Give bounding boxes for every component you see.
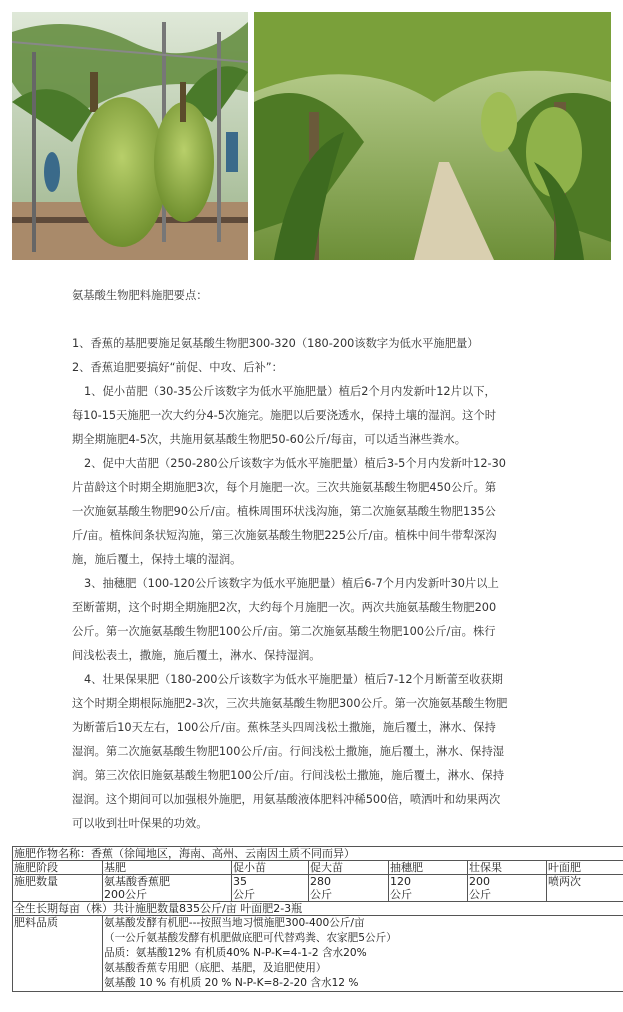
article-point: 1、香蕉的基肥要施足氨基酸生物肥300-320（180-200该数字为低水平施肥量） bbox=[72, 337, 479, 350]
amount-cell bbox=[309, 875, 389, 902]
stage-line: 为断蕾后10天左右，100公斤/亩。蕉株茎头四周浅松土撒施，施后覆土，淋水、保持 bbox=[72, 721, 496, 734]
stage-line: 施，施后覆土，保持土壤的湿润。 bbox=[72, 553, 242, 566]
stage-line: 片苗龄这个时期全期施肥3次，每个月施肥一次。三次共施氨基酸生物肥450公斤。第 bbox=[72, 481, 497, 494]
stage-paragraph bbox=[72, 452, 542, 572]
table-row bbox=[13, 861, 623, 875]
stage-line: 间浅松表土，撒施，施后覆土，淋水、保持湿润。 bbox=[72, 649, 321, 662]
photo-row bbox=[12, 12, 611, 260]
amount-cell bbox=[468, 875, 547, 902]
stage-line: 1、促小苗肥（30-35公斤该数字为低水平施肥量）植后2个月内发新叶12片以下， bbox=[84, 385, 496, 398]
table-row bbox=[13, 875, 623, 902]
article-point: 2、香蕉追肥要搞好“前促、中攻、后补”： bbox=[72, 361, 283, 374]
banana-plantation-photo-left bbox=[12, 12, 248, 260]
amount-cell bbox=[547, 875, 623, 902]
stage-line: 3、抽穗肥（100-120公斤该数字为低水平施肥量）植后6-7个月内发新叶30片以上 bbox=[84, 577, 499, 590]
stage-paragraph bbox=[72, 668, 542, 836]
amount-unit: 公斤 bbox=[390, 888, 412, 901]
stage-paragraph bbox=[72, 380, 542, 452]
quality-line: 氨基酸香蕉专用肥（底肥、基肥，及追肥使用） bbox=[104, 962, 327, 974]
amount-value: 35 bbox=[233, 875, 247, 888]
amount-cell bbox=[232, 875, 309, 902]
amount-unit: 公斤 bbox=[469, 888, 491, 901]
stage-line: 期全期施肥4-5次，共施用氨基酸生物肥50-60公斤/每亩，可以适当淋些粪水。 bbox=[72, 433, 466, 446]
amount-unit: 公斤 bbox=[310, 888, 332, 901]
amount-unit: 公斤 bbox=[233, 888, 255, 901]
amount-value: 120 bbox=[390, 875, 411, 888]
stage-line: 4、壮果保果肥（180-200公斤该数字为低水平施肥量）植后7-12个月断蕾至收获期 bbox=[84, 673, 503, 686]
amount-value: 280 bbox=[310, 875, 331, 888]
quality-cell bbox=[103, 916, 623, 992]
fertilizer-article bbox=[72, 284, 542, 836]
amount-value: 氨基酸香蕉肥 bbox=[104, 875, 170, 888]
crop-name-cell: 施肥作物名称：香蕉（徐闻地区，海南、高州、云南因土质不同而异） bbox=[13, 847, 623, 861]
quality-line: 氨基酸 10 % 有机质 20 % N-P-K=8-2-20 含水12 % bbox=[104, 977, 359, 989]
stage-cell: 基肥 bbox=[103, 861, 232, 875]
stage-line: 2、促中大苗肥（250-280公斤该数字为低水平施肥量）植后3-5个月内发新叶12-30 bbox=[84, 457, 506, 470]
table-row bbox=[13, 847, 623, 861]
stage-cell: 促小苗 bbox=[232, 861, 309, 875]
table-row bbox=[13, 916, 623, 992]
banana-plantation-photo-right bbox=[254, 12, 611, 260]
stage-paragraph bbox=[72, 572, 542, 668]
article-heading: 氨基酸生物肥料施肥要点： bbox=[72, 289, 208, 302]
amount-cell bbox=[103, 875, 232, 902]
fertilizer-table bbox=[12, 846, 623, 992]
amount-unit: 200公斤 bbox=[104, 888, 147, 901]
amount-cell bbox=[389, 875, 468, 902]
amount-value: 喷两次 bbox=[548, 875, 581, 888]
stage-line: 润。第三次依旧施氨基酸生物肥100公斤/亩。行间浅松土撒施，施后覆土，淋水、保持 bbox=[72, 769, 505, 782]
amount-label-cell: 施肥数量 bbox=[13, 875, 103, 902]
stage-cell: 壮保果 bbox=[468, 861, 547, 875]
stage-line: 这个时期全期根际施肥2-3次，三次共施氨基酸生物肥300公斤。第一次施氨基酸生物肥 bbox=[72, 697, 508, 710]
stage-line: 公斤。第一次施氨基酸生物肥100公斤/亩。第二次施氨基酸生物肥100公斤/亩。株行 bbox=[72, 625, 496, 638]
amount-value: 200 bbox=[469, 875, 490, 888]
stage-line: 可以收到壮叶保果的功效。 bbox=[72, 817, 208, 830]
quality-line: 品质：氨基酸12% 有机质40% N-P-K=4-1-2 含水20% bbox=[104, 947, 367, 959]
stage-label-cell: 施肥阶段 bbox=[13, 861, 103, 875]
stage-line: 一次施氨基酸生物肥90公斤/亩。植株周围环状浅沟施，第二次施氨基酸生物肥135公 bbox=[72, 505, 496, 518]
stage-line: 斤/亩。植株间条状短沟施，第三次施氨基酸生物肥225公斤/亩。植株中间牛带犁深沟 bbox=[72, 529, 497, 542]
table-row bbox=[13, 902, 623, 916]
stage-cell: 抽穗肥 bbox=[389, 861, 468, 875]
stage-line: 湿润。第二次施氨基酸生物肥100公斤/亩。行间浅松土撒施，施后覆土，淋水、保持湿 bbox=[72, 745, 505, 758]
stage-line: 每10-15天施肥一次大约分4-5次施完。施肥以后要浇透水，保持土壤的湿润。这个时 bbox=[72, 409, 497, 422]
stage-line: 至断蕾期，这个时期全期施肥2次，大约每个月施肥一次。两次共施氨基酸生物肥200 bbox=[72, 601, 497, 614]
stage-line: 湿润。这个期间可以加强根外施肥，用氨基酸液体肥料冲稀500倍，喷洒叶和幼果两次 bbox=[72, 793, 501, 806]
quality-label-cell: 肥料品质 bbox=[13, 916, 103, 992]
quality-line: 氨基酸发酵有机肥---按照当地习惯施肥300-400公斤/亩 bbox=[104, 917, 365, 929]
total-cell: 全生长期每亩（株）共计施肥数量835公斤/亩 叶面肥2-3瓶 bbox=[13, 902, 623, 916]
stage-cell: 促大苗 bbox=[309, 861, 389, 875]
stage-cell: 叶面肥 bbox=[547, 861, 623, 875]
quality-line: （一公斤氨基酸发酵有机肥做底肥可代替鸡粪、农家肥5公斤） bbox=[104, 932, 397, 944]
